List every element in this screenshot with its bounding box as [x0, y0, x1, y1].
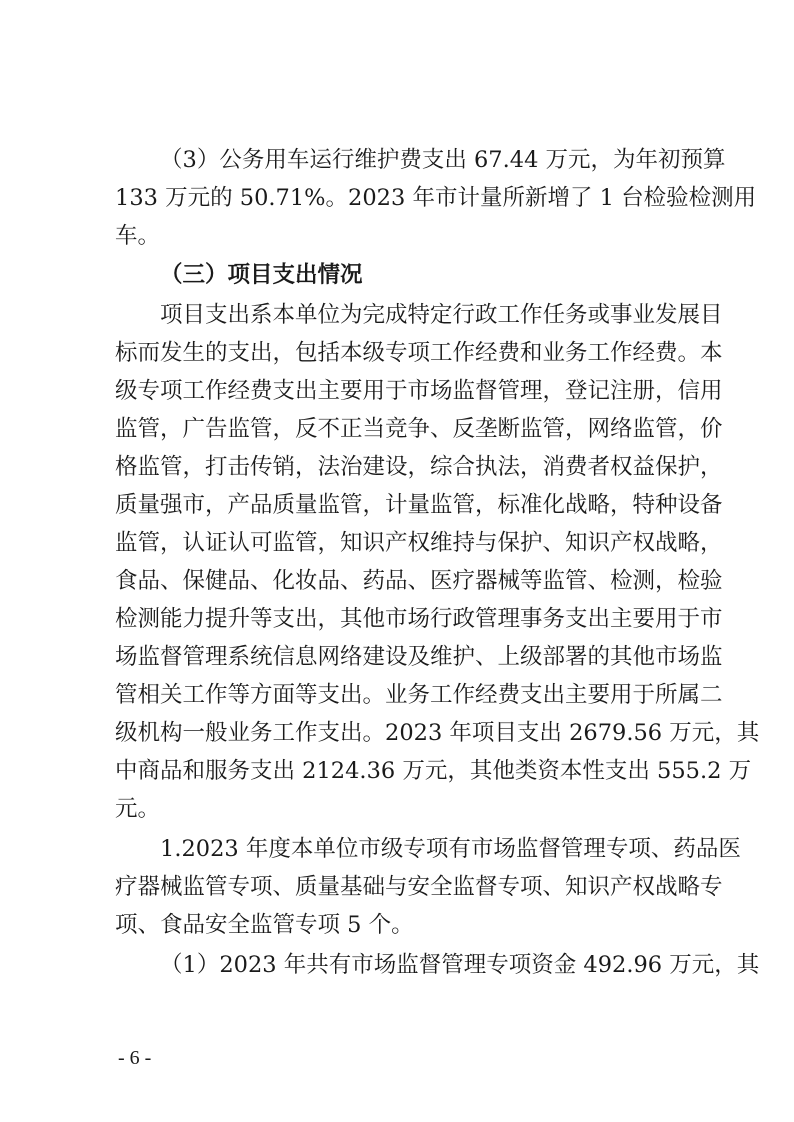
paragraph-line: 级专项工作经费支出主要用于市场监督管理，登记注册，信用: [115, 378, 723, 404]
paragraph-line: （1）2023 年共有市场监督管理专项资金 492.96 万元，其: [160, 952, 760, 978]
paragraph-line: 检测能力提升等支出，其他市场行政管理事务支出主要用于市: [115, 606, 723, 632]
paragraph-line: 疗器械监管专项、质量基础与安全监督专项、知识产权战略专: [115, 874, 723, 900]
paragraph-line: 项、食品安全监管专项 5 个。: [115, 912, 414, 938]
page-number: - 6 -: [118, 1047, 152, 1069]
paragraph-line: 项目支出系本单位为完成特定行政工作任务或事业发展目: [160, 302, 723, 328]
paragraph-line: 级机构一般业务工作支出。2023 年项目支出 2679.56 万元，其: [115, 720, 760, 746]
paragraph-line: 质量强市，产品质量监管，计量监管，标准化战略，特种设备: [115, 492, 723, 518]
paragraph-line: 管相关工作等方面等支出。业务工作经费支出主要用于所属二: [115, 682, 723, 708]
paragraph-line: 1.2023 年度本单位市级专项有市场监督管理专项、药品医: [160, 836, 741, 862]
paragraph-line: 监管，广告监管，反不正当竞争、反垄断监管，网络监管，价: [115, 416, 723, 442]
paragraph-line: 133 万元的 50.71%。2023 年市计量所新增了 1 台检验检测用: [115, 185, 757, 211]
paragraph-line: 场监督管理系统信息网络建设及维护、上级部署的其他市场监: [115, 644, 723, 670]
paragraph-line: 车。: [115, 223, 161, 249]
paragraph-line: 食品、保健品、化妆品、药品、医疗器械等监管、检测，检验: [115, 568, 723, 594]
paragraph-line: 标而发生的支出，包括本级专项工作经费和业务工作经费。本: [115, 340, 723, 366]
paragraph-line: 格监管，打击传销，法治建设，综合执法，消费者权益保护，: [115, 454, 723, 480]
paragraph-line: （3）公务用车运行维护费支出 67.44 万元，为年初预算: [160, 147, 726, 173]
paragraph-line: 元。: [115, 796, 161, 822]
paragraph-line: 监管，认证认可监管，知识产权维持与保护、知识产权战略，: [115, 530, 723, 556]
section-heading: （三）项目支出情况: [160, 262, 363, 288]
paragraph-line: 中商品和服务支出 2124.36 万元，其他类资本性支出 555.2 万: [115, 758, 752, 784]
